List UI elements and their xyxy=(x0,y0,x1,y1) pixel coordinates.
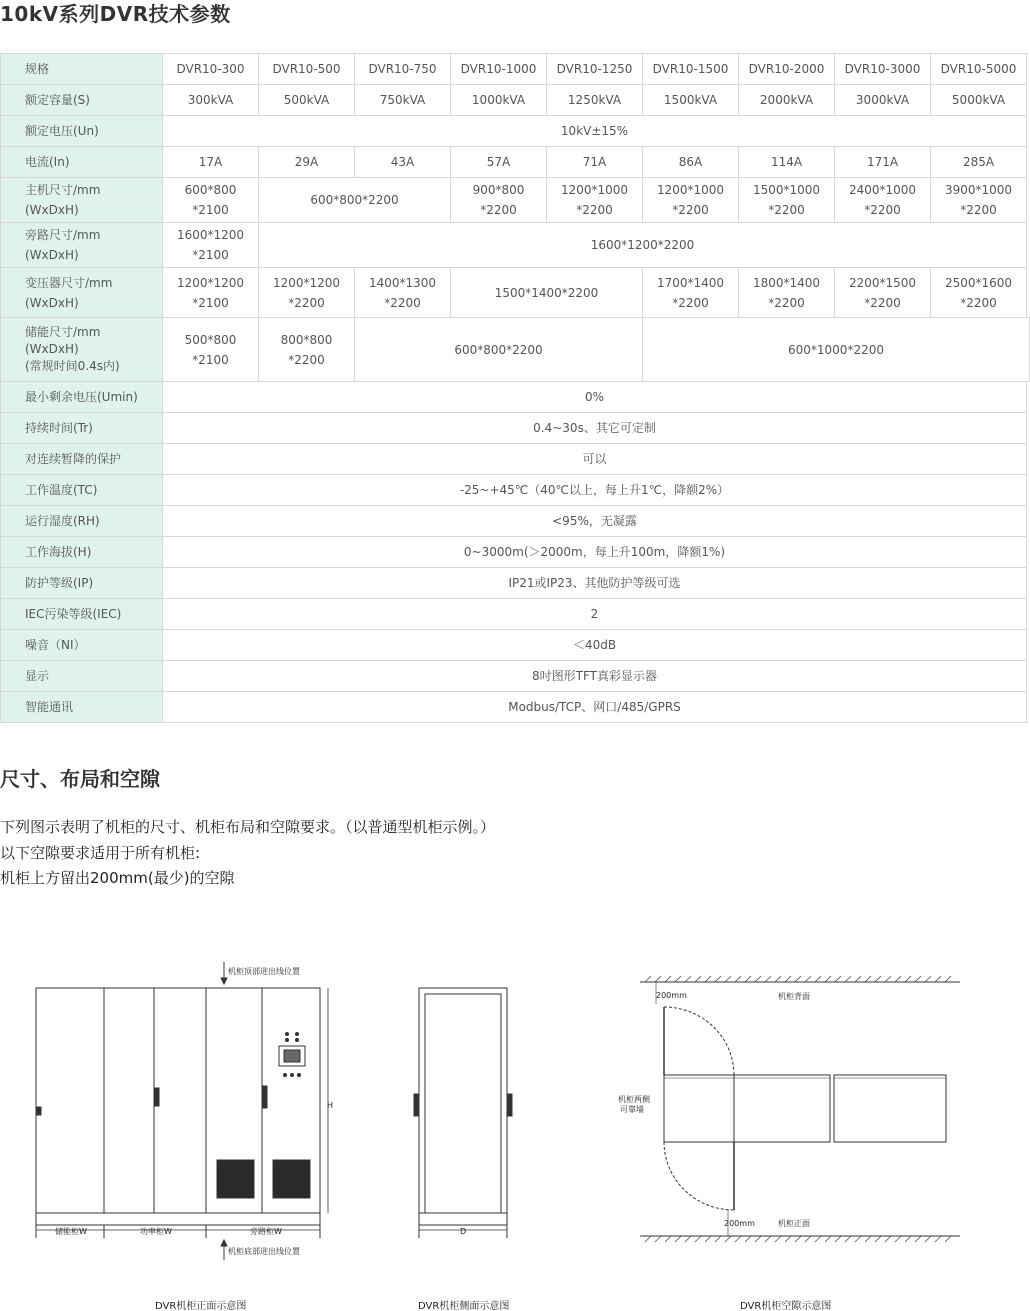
row-storage-size xyxy=(1,318,1030,382)
paragraph: 以下空隙要求适用于所有机柜: xyxy=(0,844,201,862)
cell: 2400*1000 *2200 xyxy=(835,178,931,223)
cell: 1200*1200 *2100 xyxy=(163,268,259,318)
cell: 10kV±15% xyxy=(163,116,1027,147)
cell: 600*800*2200 xyxy=(259,178,451,223)
row-label: 工作海拔(H) xyxy=(1,537,163,568)
section-title: 尺寸、布局和空隙 xyxy=(0,767,160,791)
wall-label-1: 机柜两侧 xyxy=(618,1095,650,1104)
cell: DVR10-1500 xyxy=(643,54,739,85)
row-label: 噪音（NI） xyxy=(1,630,163,661)
side-view-diagram xyxy=(414,988,512,1238)
back-label: 机柜背面 xyxy=(778,992,810,1001)
cell: 1700*1400 *2200 xyxy=(643,268,739,318)
cell: 750kVA xyxy=(355,85,451,116)
cell: 0.4~30s、其它可定制 xyxy=(163,413,1027,444)
cell: 1600*1200*2200 xyxy=(259,223,1027,268)
row-label: 电流(In) xyxy=(1,147,163,178)
row-label: 规格 xyxy=(1,54,163,85)
cell: 2000kVA xyxy=(739,85,835,116)
clearance-caption: DVR机柜空隙示意图 xyxy=(740,1301,832,1311)
row-humidity xyxy=(1,506,1030,537)
cell: 1400*1300 *2200 xyxy=(355,268,451,318)
cell: 2500*1600 *2200 xyxy=(931,268,1027,318)
front-caption: DVR机柜正面示意图 xyxy=(155,1301,247,1311)
cell: DVR10-500 xyxy=(259,54,355,85)
cell: 1200*1000 *2200 xyxy=(547,178,643,223)
cell: 600*800 *2100 xyxy=(163,178,259,223)
row-protect xyxy=(1,444,1030,475)
paragraph: 机柜上方留出200mm(最少)的空隙 xyxy=(0,869,235,887)
cell: Modbus/TCP、网口/485/GPRS xyxy=(163,692,1027,723)
cell: 86A xyxy=(643,147,739,178)
cell: DVR10-3000 xyxy=(835,54,931,85)
row-host-size xyxy=(1,178,1030,223)
height-label: H xyxy=(327,1101,334,1110)
bypass-width-label: 旁路柜W xyxy=(250,1227,282,1236)
cell: 0% xyxy=(163,382,1027,413)
spec-table xyxy=(0,53,1030,723)
row-label: 工作温度(TC) xyxy=(1,475,163,506)
cell: 800*800 *2200 xyxy=(259,318,355,382)
row-label: 持续时间(Tr) xyxy=(1,413,163,444)
row-voltage xyxy=(1,116,1030,147)
cell: 71A xyxy=(547,147,643,178)
cell: DVR10-5000 xyxy=(931,54,1027,85)
cell: 5000kVA xyxy=(931,85,1027,116)
cell: 300kVA xyxy=(163,85,259,116)
cell: 29A xyxy=(259,147,355,178)
row-transformer-size xyxy=(1,268,1030,318)
row-label: 储能尺寸/mm (WxDxH) (常规时间0.4s内) xyxy=(1,318,163,382)
cell: 1250kVA xyxy=(547,85,643,116)
row-duration xyxy=(1,413,1030,444)
row-label: 智能通讯 xyxy=(1,692,163,723)
row-label: 防护等级(IP) xyxy=(1,568,163,599)
row-temp xyxy=(1,475,1030,506)
cell: DVR10-1000 xyxy=(451,54,547,85)
bottom-gap-label: 200mm xyxy=(724,1219,755,1228)
cell: 2 xyxy=(163,599,1027,630)
row-label: 主机尺寸/mm (WxDxH) xyxy=(1,178,163,223)
cell: 57A xyxy=(451,147,547,178)
page-title: 10kV系列DVR技术参数 xyxy=(0,2,231,26)
cell: 可以 xyxy=(163,444,1027,475)
cell: 114A xyxy=(739,147,835,178)
row-spec xyxy=(1,54,1030,85)
cell: 1500*1400*2200 xyxy=(451,268,643,318)
cell: IP21或IP23、其他防护等级可选 xyxy=(163,568,1027,599)
wall-label-2: 可靠墙 xyxy=(620,1105,644,1114)
row-comm xyxy=(1,692,1030,723)
row-iec xyxy=(1,599,1030,630)
side-caption: DVR机柜侧面示意图 xyxy=(418,1301,510,1311)
cell: DVR10-750 xyxy=(355,54,451,85)
cell: 600*800*2200 xyxy=(355,318,643,382)
cell: -25~+45℃（40℃以上，每上升1℃，降额2%） xyxy=(163,475,1027,506)
cell: 8吋图形TFT真彩显示器 xyxy=(163,661,1027,692)
row-label: 旁路尺寸/mm (WxDxH) xyxy=(1,223,163,268)
cell: 1000kVA xyxy=(451,85,547,116)
row-ip xyxy=(1,568,1030,599)
depth-label: D xyxy=(460,1227,467,1236)
top-cable-label: 机柜顶部进出线位置 xyxy=(228,967,300,976)
row-umin xyxy=(1,382,1030,413)
top-gap-label: 200mm xyxy=(656,991,687,1000)
row-current xyxy=(1,147,1030,178)
cell: 1200*1200 *2200 xyxy=(259,268,355,318)
cell: DVR10-300 xyxy=(163,54,259,85)
cell: 285A xyxy=(931,147,1027,178)
cell: 1600*1200 *2100 xyxy=(163,223,259,268)
bottom-cable-label: 机柜底部进出线位置 xyxy=(228,1247,300,1256)
row-altitude xyxy=(1,537,1030,568)
cell: 500kVA xyxy=(259,85,355,116)
clearance-diagram xyxy=(640,976,960,1242)
cell: DVR10-1250 xyxy=(547,54,643,85)
cell: 2200*1500 *2200 xyxy=(835,268,931,318)
cell: 1200*1000 *2200 xyxy=(643,178,739,223)
cell: 3900*1000 *2200 xyxy=(931,178,1027,223)
cell: 3000kVA xyxy=(835,85,931,116)
row-bypass-size xyxy=(1,223,1030,268)
row-capacity xyxy=(1,85,1030,116)
cell: 43A xyxy=(355,147,451,178)
cell: 0~3000m(＞2000m，每上升100m，降额1%) xyxy=(163,537,1027,568)
cell: 17A xyxy=(163,147,259,178)
row-label: 运行湿度(RH) xyxy=(1,506,163,537)
cell: 1800*1400 *2200 xyxy=(739,268,835,318)
row-noise xyxy=(1,630,1030,661)
cell: 171A xyxy=(835,147,931,178)
power-width-label: 功率柜W xyxy=(140,1227,172,1236)
row-display xyxy=(1,661,1030,692)
row-label: IEC污染等级(IEC) xyxy=(1,599,163,630)
row-label: 最小剩余电压(Umin) xyxy=(1,382,163,413)
row-label: 显示 xyxy=(1,661,163,692)
front-label: 机柜正面 xyxy=(778,1219,810,1228)
cell: 1500kVA xyxy=(643,85,739,116)
row-label: 额定容量(S) xyxy=(1,85,163,116)
cell: 900*800 *2200 xyxy=(451,178,547,223)
cell: DVR10-2000 xyxy=(739,54,835,85)
storage-width-label: 储能柜W xyxy=(55,1227,87,1236)
row-label: 对连续暂降的保护 xyxy=(1,444,163,475)
row-label: 额定电压(Un) xyxy=(1,116,163,147)
cell: 500*800 *2100 xyxy=(163,318,259,382)
paragraph: 下列图示表明了机柜的尺寸、机柜布局和空隙要求。（以普通型机柜示例。） xyxy=(0,818,496,836)
cell: <95%，无凝露 xyxy=(163,506,1027,537)
front-view-diagram xyxy=(36,962,333,1260)
cell: ＜40dB xyxy=(163,630,1027,661)
cell: 600*1000*2200 xyxy=(643,318,1030,382)
row-label: 变压器尺寸/mm (WxDxH) xyxy=(1,268,163,318)
cabinet-diagrams xyxy=(0,940,1030,1311)
cell: 1500*1000 *2200 xyxy=(739,178,835,223)
